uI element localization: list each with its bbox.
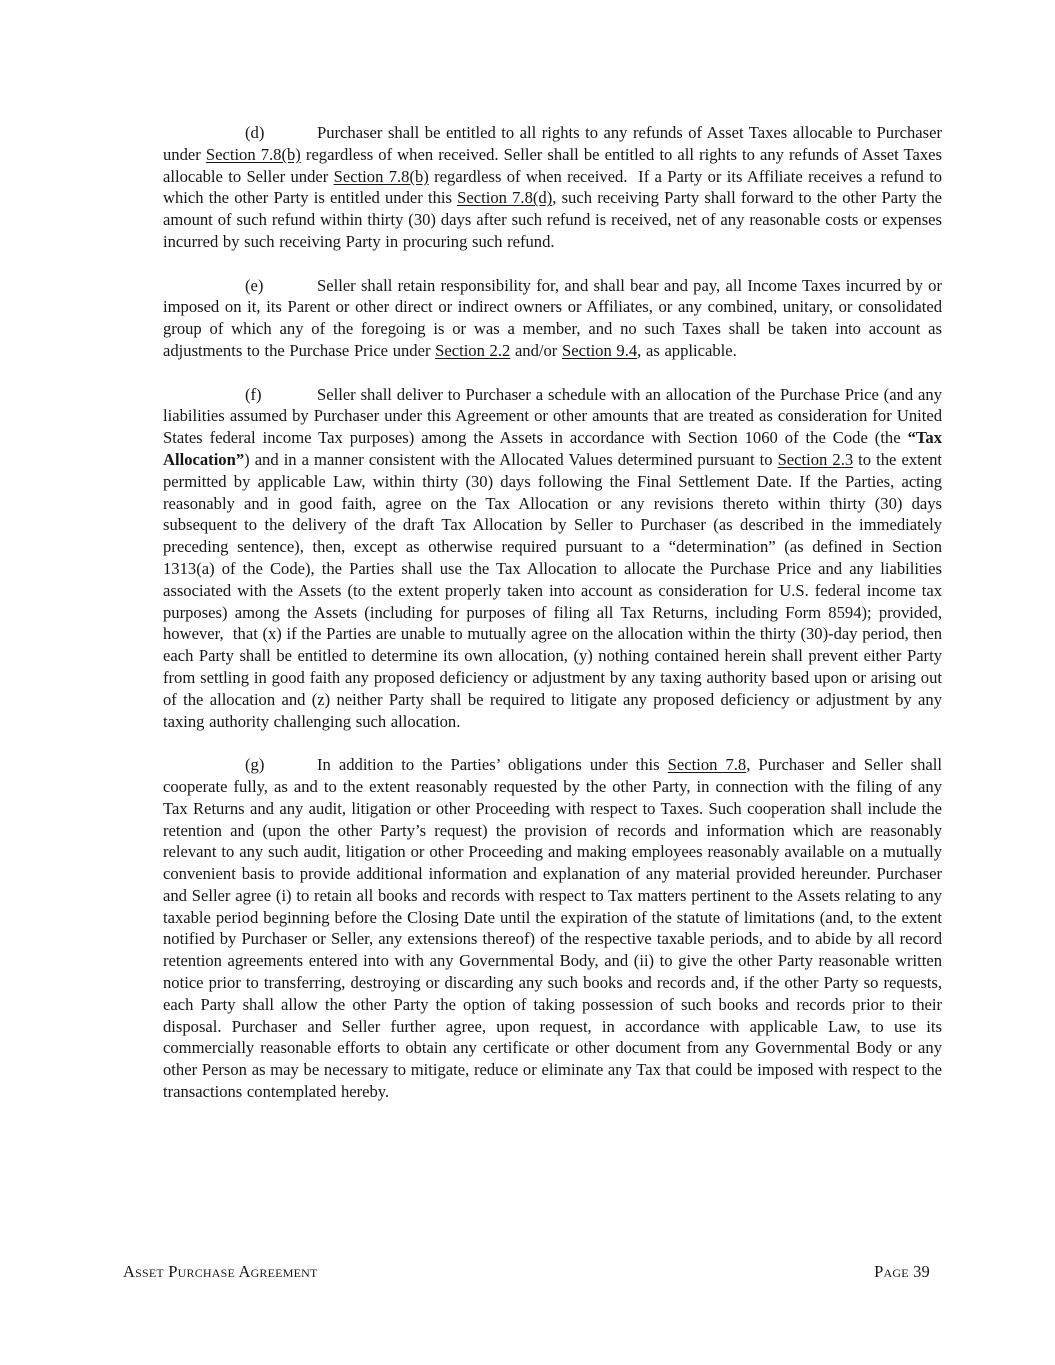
paragraph-label: (d): [245, 123, 265, 142]
text-run: Seller shall retain responsibility for, and shall bear and pay, all Income Taxes incurred by or imposed on it, its Parent or other direct or indirect owners or Affiliates, or any combined, unitary, or consolidated group of which any of the foregoing is or was a member, and no such Taxes shall be taken into account as adjustments to the Purchase Price under: [163, 275, 942, 360]
paragraph-d: [163, 122, 942, 253]
text-run: ) and in a manner consistent with the Allocated Values determined pursuant to: [244, 449, 778, 469]
section-reference: Section 2.2: [435, 340, 511, 360]
text-run: regardless of when received. Seller shall be entitled to all rights to any refunds of Asset Taxes allocable to Seller under: [163, 144, 942, 186]
paragraph-label: (g): [245, 755, 265, 775]
section-reference: Section 9.4: [562, 340, 638, 360]
paragraph-label: (f): [245, 384, 262, 404]
footer-page-number: Page 39: [874, 1262, 930, 1281]
text-run: In addition to the Parties’ obligations under this: [317, 755, 668, 775]
text-run: , as applicable.: [637, 340, 737, 360]
text-run: Purchaser shall be entitled to all rights to any refunds of Asset Taxes allocable to Purchaser under: [163, 123, 942, 164]
text-run: , Purchaser and Seller shall cooperate fully, as and to the extent reasonably requested by the other Party, in connection with the filing of any Tax Returns and any audit, litigation or other Proceeding with respect to Taxes. Such cooperation shall include the retention and (upon the other Party’s request) the provision of records and information which are reasonably relevant to any such audit, litigation or other Proceeding and making employees reasonably available on a mutually convenient basis to provide additional information and explanation of any material provided hereunder. Purchaser and Seller agree (i) to retain all books and records with respect to Tax matters pertinent to the Assets relating to any taxable period beginning before the Closing Date until the expiration of the statute of limitations (and, to the extent notified by Purchaser or Seller, any extensions thereof) of the respective taxable periods, and to abide by all record retention agreements entered into with any Governmental Body, and (ii) to give the other Party reasonable written notice prior to transferring, destroying or discarding any such books and records and, if the other Party so requests, each Party shall allow the other Party the option of taking possession of such books and records prior to their disposal. Purchaser and Seller further agree, upon request, in accordance with applicable Law, to use its commercially reasonable efforts to obtain any certificate or other document from any Governmental Body or any other Person as may be necessary to mitigate, reduce or eliminate any Tax that could be imposed with respect to the transactions contemplated hereby.: [163, 755, 942, 1102]
section-reference: Section 7.8(d): [457, 188, 553, 208]
text-run: , such receiving Party shall forward to the other Party the amount of such refund within thirty (30) days after such refund is received, net of any reasonable costs or expenses incurred by such receiving Party in procuring such refund.: [163, 188, 943, 251]
section-reference: Section 7.8: [667, 755, 747, 775]
paragraph-label: (e): [245, 275, 264, 295]
paragraph-g: [163, 754, 942, 1103]
section-reference: Section 2.3: [777, 449, 854, 469]
text-run: and/or: [510, 340, 562, 360]
document-body: [163, 122, 942, 1125]
defined-term: “Tax Allocation”: [163, 428, 942, 469]
section-reference: Section 7.8(b): [205, 144, 301, 164]
text-run: to the extent permitted by applicable Law, within thirty (30) days following the Final Settlement Date. If the Parties, acting reasonably and in good faith, agree on the Tax Allocation or any revisions thereto within thirty (30) days subsequent to the delivery of the draft Tax Allocation by Seller to Purchaser (as described in the immediately preceding sentence), then, except as otherwise required pursuant to a “determination” (as defined in Section 1313(a) of the Code), the Parties shall use the Tax Allocation to allocate the Purchase Price and any liabilities associated with the Assets (to the extent properly taken into account as consideration for U.S. federal income tax purposes) among the Assets (including for purposes of filing all Tax Returns, including Form 8594); provided, however, that (x) if the Parties are unable to mutually agree on the allocation within the thirty (30)-day period, then each Party shall be entitled to determine its own allocation, (y) nothing contained herein shall prevent either Party from settling in good faith any proposed deficiency or adjustment by any taxing authority based upon or arising out of the allocation and (z) neither Party shall be required to litigate any proposed deficiency or adjustment by any taxing authority challenging such allocation.: [163, 449, 942, 731]
text-run: Seller shall deliver to Purchaser a schedule with an allocation of the Purchase Price (and any liabilities assumed by Purchaser under this Agreement or other amounts that are treated as consideration for United States federal income Tax purposes) among the Assets in accordance with Section 1060 of the Code (the: [163, 384, 942, 448]
paragraph-f: [163, 384, 942, 733]
page-footer: [123, 1262, 930, 1282]
section-reference: Section 7.8(b): [333, 166, 429, 186]
paragraph-e: [163, 275, 942, 362]
text-run: regardless of when received. If a Party or its Affiliate receives a refund to which the other Party is entitled under this: [163, 166, 943, 208]
footer-document-title: Asset Purchase Agreement: [123, 1262, 318, 1281]
